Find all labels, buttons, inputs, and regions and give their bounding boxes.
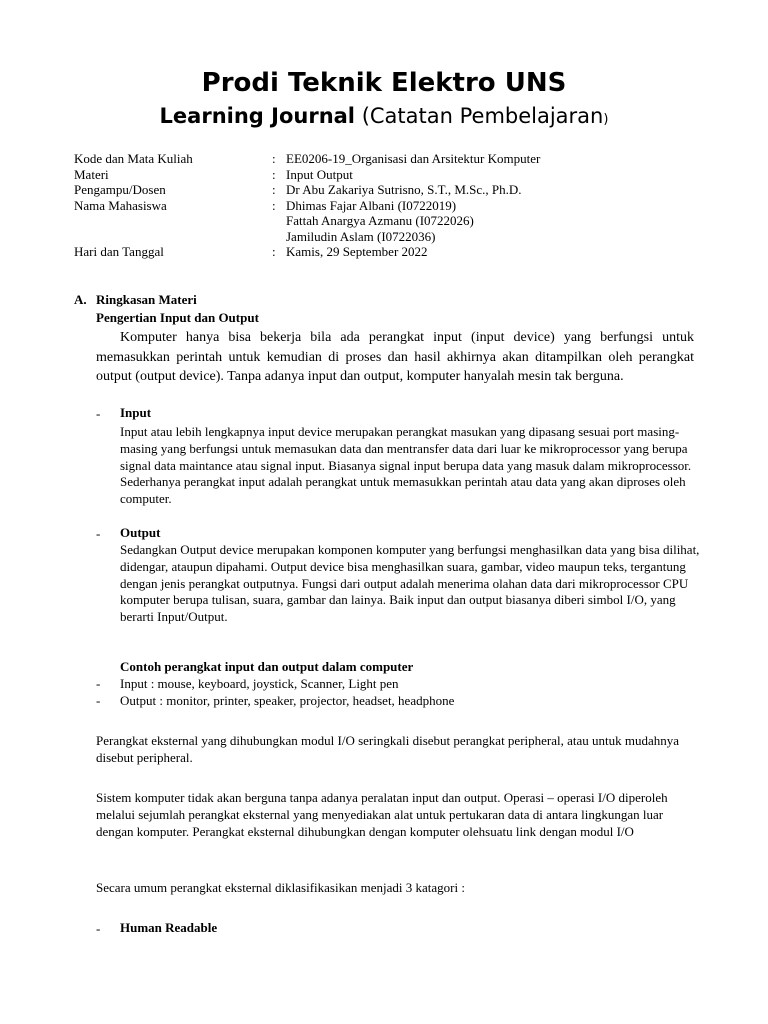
info-value: Fattah Anargya Azmanu (I0722026): [286, 213, 474, 228]
peripheral-paragraph: Perangkat eksternal yang dihubungkan modul I/O seringkali disebut perangkat peripheral, atau untuk mudahnya disebut peripheral.: [96, 733, 680, 765]
document-subtitle: [0, 101, 768, 135]
info-value: Jamiludin Aslam (I0722036): [286, 228, 436, 244]
example-item: Input : mouse, keyboard, joystick, Scanner, Light pen: [120, 676, 399, 691]
info-value: Dhimas Fajar Albani (I0722019): [286, 197, 457, 213]
intro-paragraph: [96, 328, 694, 387]
examples-dash: -: [96, 693, 101, 708]
info-label: Nama Mahasiswa: [74, 197, 167, 213]
info-label: Kode dan Mata Kuliah: [74, 151, 193, 166]
info-value: Kamis, 29 September 2022: [286, 244, 428, 259]
document-title: Prodi Teknik Elektro UNS: [201, 68, 567, 98]
info-colon: :: [272, 166, 276, 182]
info-value: EE0206-19_Organisasi dan Arsitektur Komputer: [286, 151, 541, 166]
info-colon: :: [272, 197, 276, 213]
section-marker: A.: [74, 292, 87, 307]
info-colon: :: [272, 182, 276, 197]
info-label: Pengampu/Dosen: [74, 182, 166, 197]
examples-dash: -: [96, 676, 101, 691]
output-dash: -: [96, 526, 101, 541]
output-heading: Output: [120, 525, 161, 540]
input-paragraph: Input atau lebih lengkapnya input device merupakan perangkat masukan yang dipasang sesuai port masing-masing yang berfungsi untuk memasukan data dan mentransfer data dari luar ke mikroprocessor yang berupa signal data maintance atau signal input. Biasanya signal input berupa data yang masuk dalam mikroprocessor. Sederhanya perangkat input adalah perangkat untuk memasukkan perintah atau data yang akan diproses oleh computer.: [120, 424, 692, 507]
info-colon: :: [272, 151, 276, 166]
input-heading: Input: [120, 405, 152, 420]
intro-text: Komputer hanya bisa bekerja bila ada perangkat input (input device) yang berfungsi untuk memasukkan perintah untuk kemudian di proses dan hasil akhirnya akan ditampilkan oleh perangkat output (output device). Tanpa adanya input dan output, komputer hanyalah mesin tak berguna.: [96, 330, 694, 384]
info-value: Input Output: [286, 166, 353, 182]
subtitle-normal: (Catatan Pembelajaran: [355, 104, 604, 128]
section-title: Ringkasan Materi: [96, 292, 197, 307]
system-paragraph: Sistem komputer tidak akan berguna tanpa adanya peralatan input dan output. Operasi – operasi I/O diperoleh melalui sejumlah perangkat eksternal yang menyediakan alat untuk pertukaran data di antara lingkungan luar dengan komputer. Perangkat eksternal dihubungkan dengan komputer olehsuatu link dengan modul I/O: [96, 790, 668, 839]
info-colon: :: [272, 244, 276, 259]
input-dash: -: [96, 406, 101, 421]
info-label: Materi: [74, 166, 109, 182]
example-item: Output : monitor, printer, speaker, projector, headset, headphone: [120, 693, 455, 708]
info-label: Hari dan Tanggal: [74, 244, 164, 259]
classification-paragraph: Secara umum perangkat eksternal diklasifikasikan menjadi 3 katagori :: [96, 880, 465, 895]
subtitle-bold: Learning Journal: [159, 104, 356, 128]
info-value: Dr Abu Zakariya Sutrisno, S.T., M.Sc., Ph.D.: [286, 182, 522, 197]
human-readable-dash: -: [96, 921, 101, 936]
section-subtitle: Pengertian Input dan Output: [96, 310, 259, 325]
human-readable-heading: Human Readable: [120, 920, 218, 935]
examples-heading: Contoh perangkat input dan output dalam computer: [120, 659, 414, 674]
subtitle-close: ): [603, 112, 609, 127]
output-paragraph: Sedangkan Output device merupakan komponen komputer yang berfungsi menghasilkan data yang bisa dilihat, didengar, ataupun dipahami. Output device bisa menghasilkan suara, gambar, video maupun teks, tergantung dengan jenis perangkat outputnya. Fungsi dari output adalah menerima olahan data dari mikroprocessor CPU komputer berupa tulisan, suara, gambar dan lainya. Baik input dan output biasanya diberi simbol I/O, yang berarti Input/Output.: [120, 542, 700, 625]
